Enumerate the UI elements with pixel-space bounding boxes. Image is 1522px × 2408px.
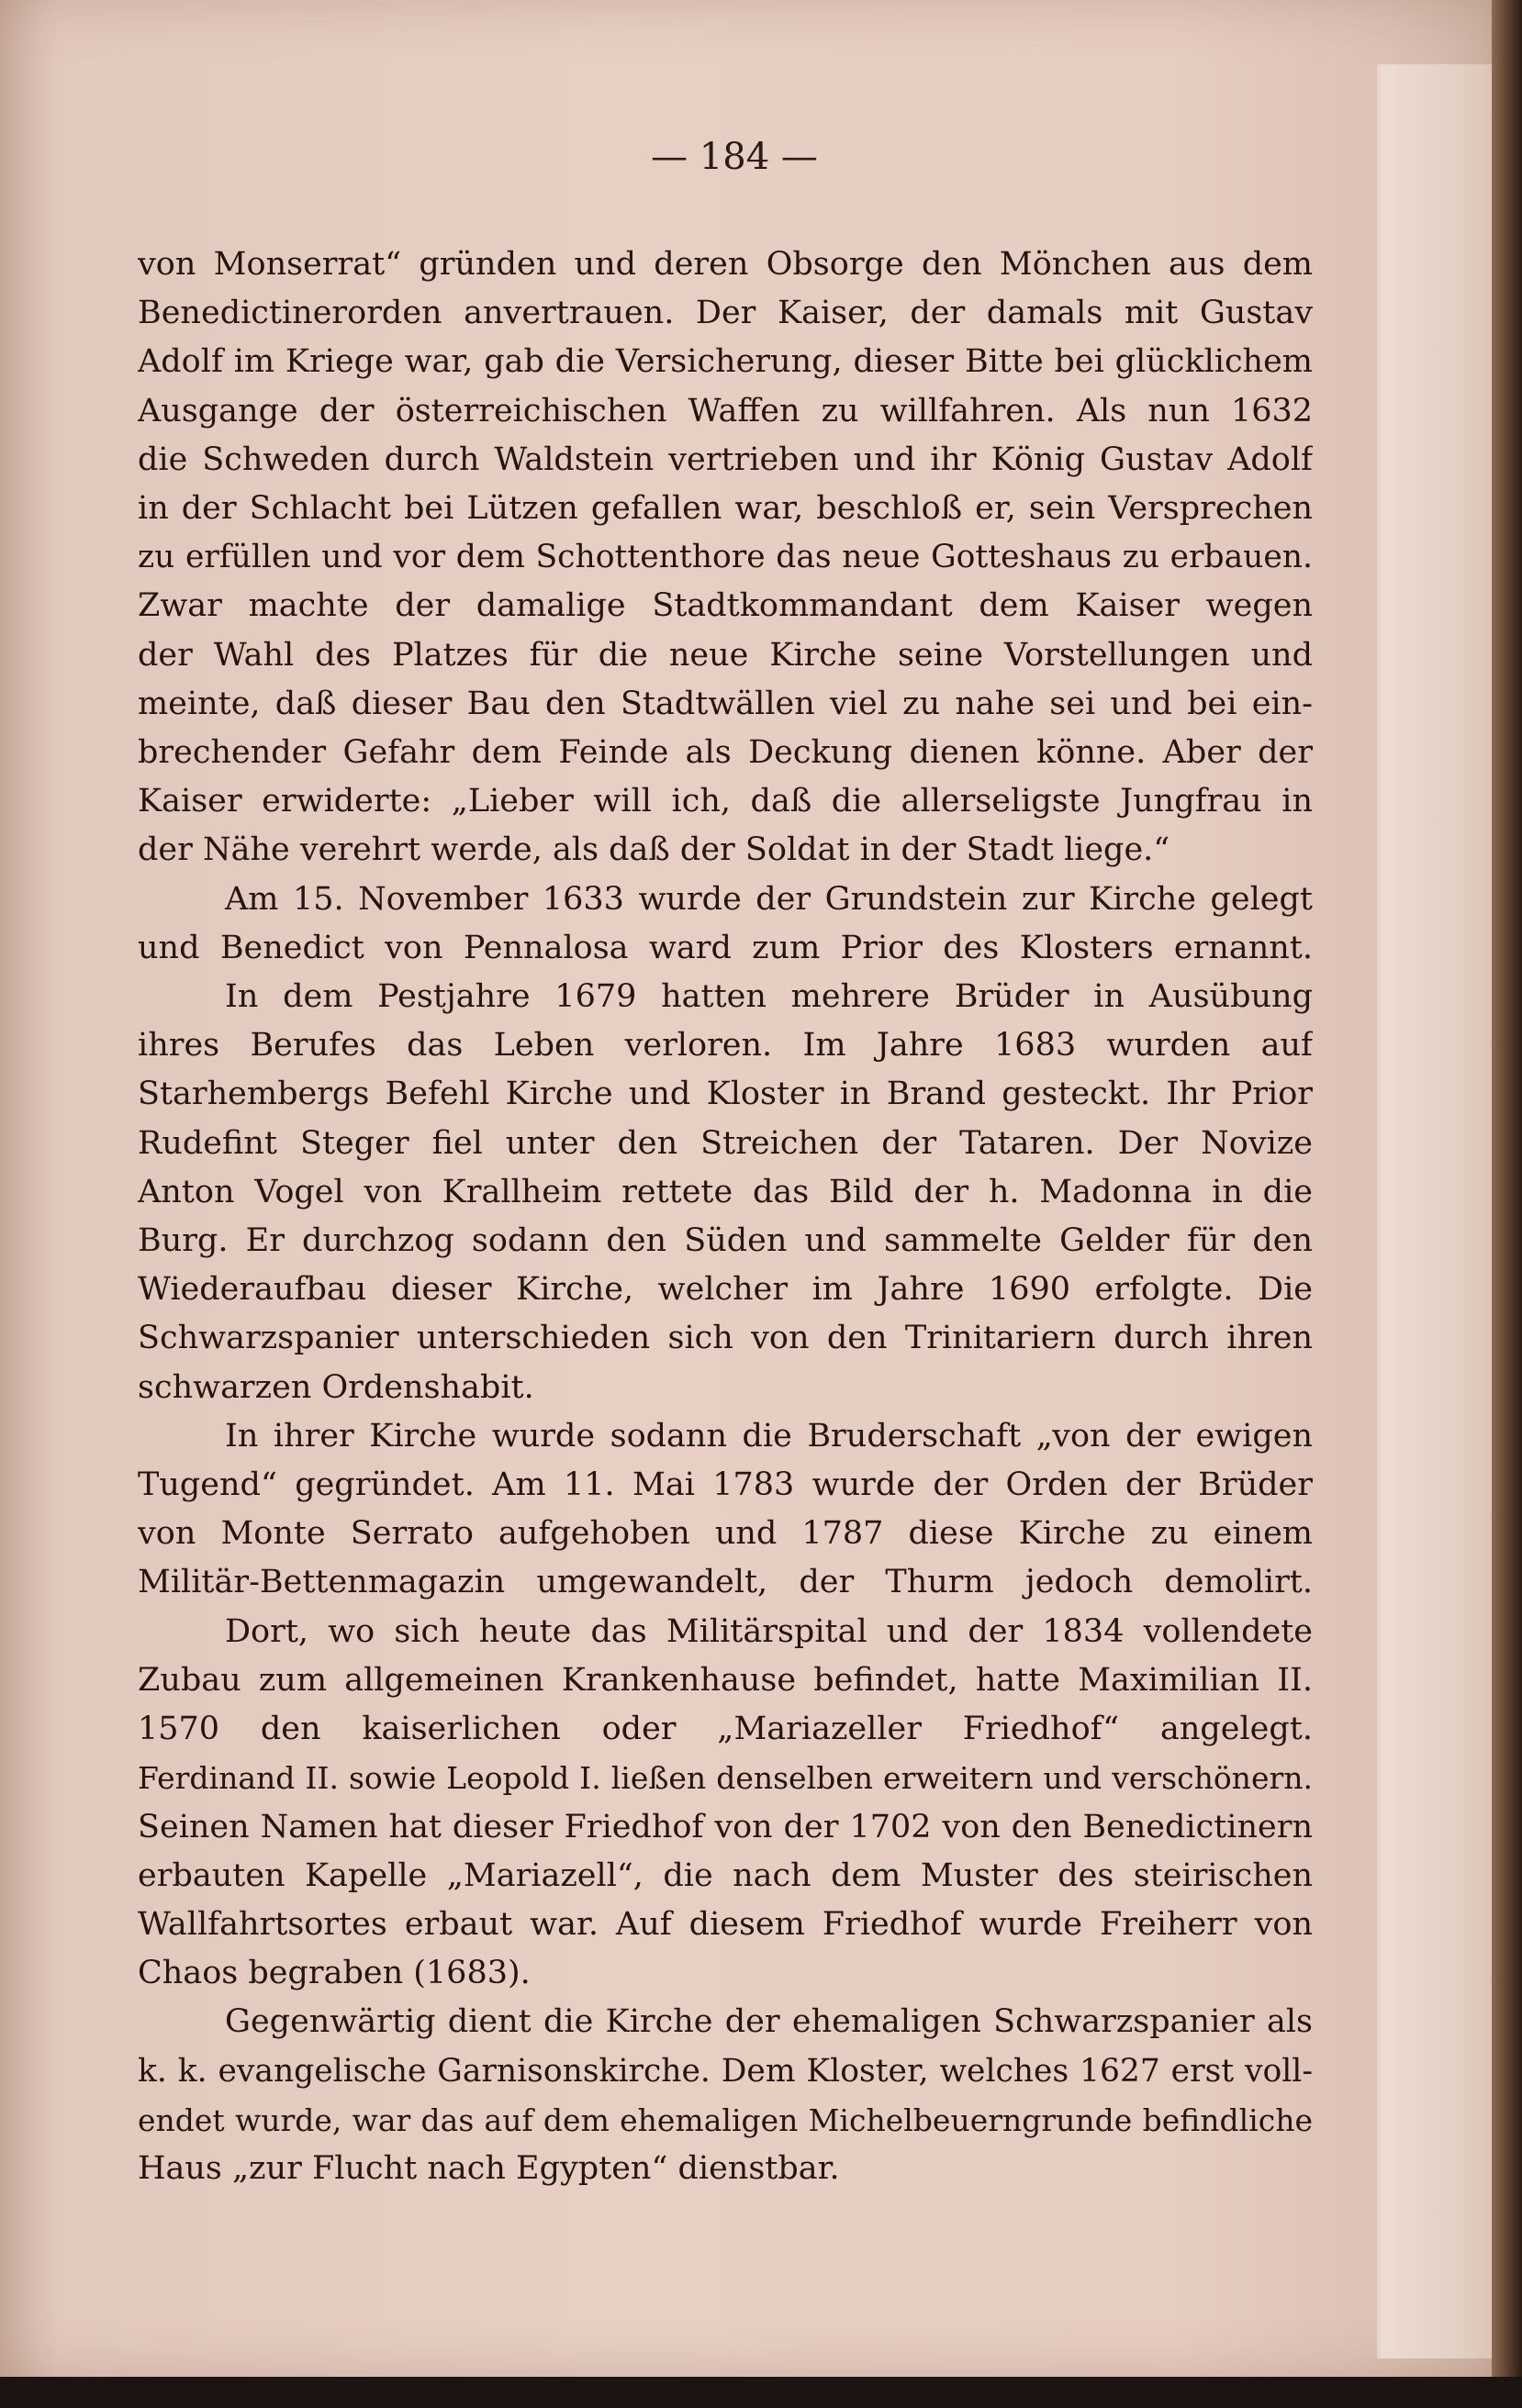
page-right-margin [1381, 64, 1505, 2358]
text-line: erbauten Kapelle „Mariazell“, die nach dem Muster des steirischen [138, 1856, 1313, 1894]
body-text [138, 240, 1313, 2193]
text-line: Militär-Bettenmagazin umgewandelt, der Thurm jedoch demolirt. [138, 1564, 1313, 1601]
text-line: Tugend“ gegründet. Am 11. Mai 1783 wurde der Orden der Brüder [138, 1466, 1313, 1504]
paragraph-6 [138, 1998, 1313, 2193]
paragraph-1 [138, 240, 1313, 875]
text-line: 1570 den kaiserlichen oder „Mariazeller Friedhof“ angelegt. [138, 1711, 1313, 1748]
text-line: der Wahl des Platzes für die neue Kirche seine Vorstellungen und [138, 636, 1313, 674]
text-line: Zwar machte der damalige Stadtkommandant dem Kaiser wegen [138, 587, 1313, 625]
paragraph-5 [138, 1608, 1313, 1999]
text-line: und Benedict von Pennalosa ward zum Prior des Klosters ernannt. [138, 929, 1313, 966]
text-line: In ihrer Kirche wurde sodann die Bruderschaft „von der ewigen [225, 1417, 1313, 1455]
scan-bottom-border [0, 2377, 1522, 2408]
text-line: von Monserrat“ gründen und deren Obsorge den Mönchen aus dem [138, 246, 1313, 283]
text-line: Benedictinerorden anvertrauen. Der Kaiser, der damals mit Gustav [138, 295, 1313, 332]
text-line: Am 15. November 1633 wurde der Grundstein zur Kirche gelegt [225, 880, 1313, 918]
text-line: in der Schlacht bei Lützen gefallen war, beschloß er, sein Versprechen [138, 490, 1313, 528]
text-line: von Monte Serrato aufgehoben und 1787 diese Kirche zu einem [138, 1515, 1313, 1553]
paragraph-2 [138, 875, 1313, 973]
text-line: Chaos begraben (1683). [138, 1955, 531, 1992]
page-number: — 184 — [651, 136, 818, 178]
book-spine-edge [1492, 0, 1522, 2408]
text-line: Zubau zum allgemeinen Krankenhause befindet, hatte Maximilian II. [138, 1661, 1313, 1699]
text-line: meinte, daß dieser Bau den Stadtwällen viel zu nahe sei und bei ein- [138, 685, 1313, 722]
text-line: endet wurde, war das auf dem ehemaligen Michelbeuerngrunde befindliche [138, 2101, 1313, 2138]
text-line: k. k. evangelische Garnisonskirche. Dem Kloster, welches 1627 erst voll- [138, 2052, 1313, 2090]
text-line: Wiederaufbau dieser Kirche, welcher im Jahre 1690 erfolgte. Die [138, 1271, 1313, 1309]
text-line: Wallfahrtsortes erbaut war. Auf diesem Friedhof wurde Freiherr von [138, 1905, 1313, 1943]
text-line: Schwarzspanier unterschieden sich von den Trinitariern durch ihren [138, 1320, 1313, 1357]
text-line: zu erfüllen und vor dem Schottenthore das neue Gotteshaus zu erbauen. [138, 539, 1313, 576]
paragraph-3 [138, 973, 1313, 1412]
text-line: Haus „zur Flucht nach Egypten“ dienstbar. [138, 2149, 840, 2187]
paragraph-4 [138, 1412, 1313, 1608]
text-line: die Schweden durch Waldstein vertrieben und ihr König Gustav Adolf [138, 440, 1313, 478]
text-line: Ferdinand II. sowie Leopold I. ließen denselben erweitern und verschönern. [138, 1760, 1313, 1797]
text-line: ihres Berufes das Leben verloren. Im Jahre 1683 wurden auf [138, 1027, 1313, 1065]
text-line: Seinen Namen hat dieser Friedhof von der 1702 von den Benedictinern [138, 1808, 1313, 1845]
text-line: der Nähe verehrt werde, als daß der Soldat in der Stadt liege.“ [138, 831, 1170, 869]
text-line: Adolf im Kriege war, gab die Versicherung, dieser Bitte bei glücklichem [138, 343, 1313, 381]
text-line: Kaiser erwiderte: „Lieber will ich, daß die allerseligste Jungfrau in [138, 783, 1313, 820]
text-line: Rudefint Steger fiel unter den Streichen der Tataren. Der Novize [138, 1124, 1313, 1162]
text-line: brechender Gefahr dem Feinde als Deckung dienen könne. Aber der [138, 734, 1313, 772]
text-line: schwarzen Ordenshabit. [138, 1368, 534, 1406]
text-line: Dort, wo sich heute das Militärspital und der 1834 vollendete [225, 1612, 1313, 1650]
text-line: Ausgange der österreichischen Waffen zu willfahren. Als nun 1632 [138, 392, 1313, 429]
text-line: Anton Vogel von Krallheim rettete das Bild der h. Madonna in die [138, 1173, 1313, 1210]
text-line: In dem Pestjahre 1679 hatten mehrere Brüder in Ausübung [225, 978, 1313, 1016]
text-line: Gegenwärtig dient die Kirche der ehemaligen Schwarzspanier als [225, 2003, 1313, 2041]
text-line: Starhembergs Befehl Kirche und Kloster in Brand gesteckt. Ihr Prior [138, 1076, 1313, 1113]
text-line: Burg. Er durchzog sodann den Süden und sammelte Gelder für den [138, 1222, 1313, 1260]
